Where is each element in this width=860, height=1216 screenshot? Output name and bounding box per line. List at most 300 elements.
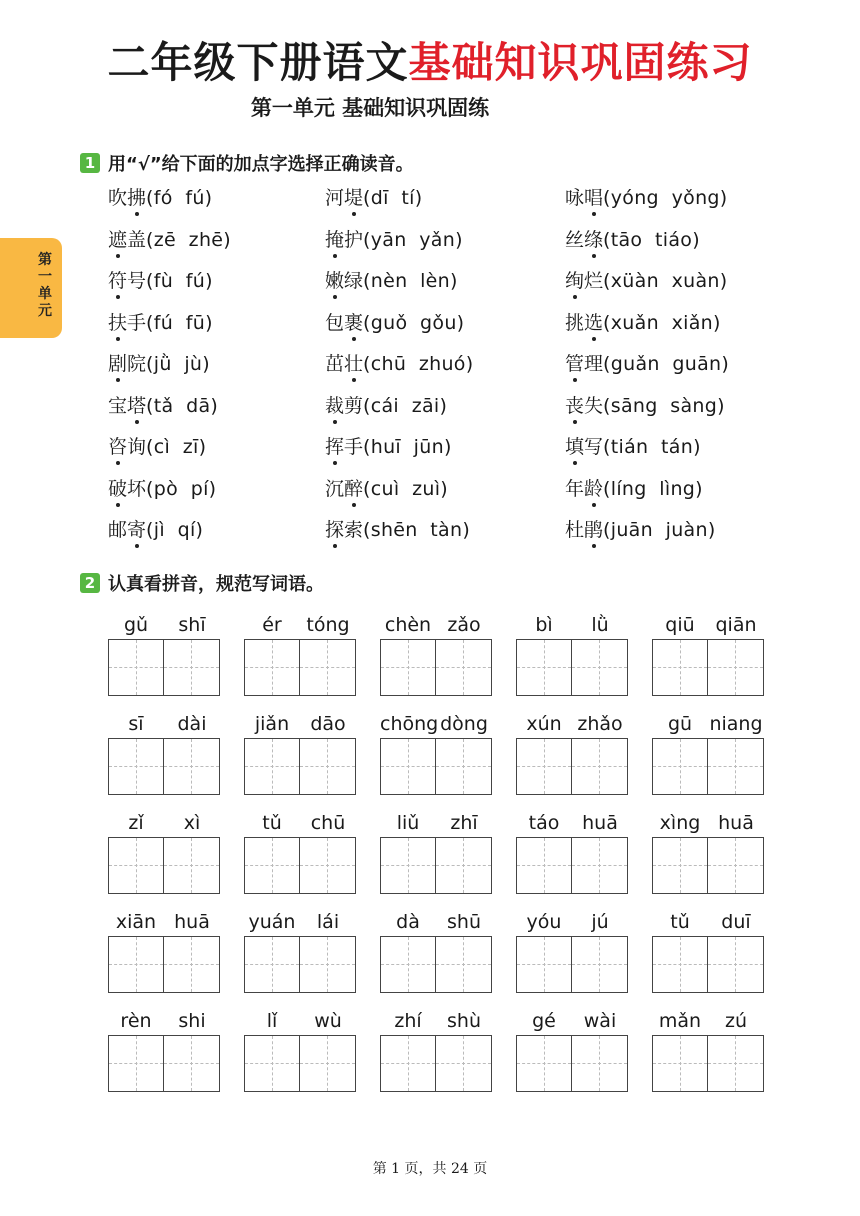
choice-word bbox=[565, 353, 603, 375]
pinyin-options[interactable]: (sāng sàng) bbox=[603, 394, 725, 417]
word-writing-cell bbox=[244, 810, 356, 893]
q1-instruction: 用“√”给下面的加点字选择正确读音。 bbox=[108, 154, 414, 175]
pinyin-syllable: chèn bbox=[384, 614, 432, 636]
word-suffix: 护 bbox=[344, 228, 364, 251]
pinyin-options[interactable]: (xuǎn xiǎn) bbox=[603, 311, 721, 334]
pinyin-syllable: dāo bbox=[310, 713, 346, 735]
word-suffix: 询 bbox=[127, 436, 147, 458]
tian-zi-ge-box[interactable] bbox=[652, 936, 708, 993]
pinyin-syllable: shī bbox=[178, 614, 206, 636]
pinyin-syllable: zhǎo bbox=[577, 713, 623, 735]
pinyin-syllable: ér bbox=[262, 614, 282, 636]
writing-boxes bbox=[380, 936, 492, 992]
dotted-character: 咨 bbox=[108, 436, 128, 458]
q2-writing-grid bbox=[108, 612, 860, 1091]
pinyin-choice-item bbox=[325, 352, 565, 376]
tian-zi-ge-box[interactable] bbox=[516, 639, 572, 696]
choice-word bbox=[108, 478, 146, 500]
pinyin-choice-item bbox=[108, 186, 325, 210]
choice-word bbox=[325, 312, 363, 334]
writing-boxes bbox=[380, 639, 492, 695]
choice-word bbox=[565, 312, 603, 334]
choice-word bbox=[325, 270, 363, 292]
word-writing-cell bbox=[516, 711, 628, 794]
pinyin-row bbox=[244, 810, 356, 836]
pinyin-choice-item bbox=[565, 435, 808, 459]
pinyin-options[interactable]: (guǎn guān) bbox=[603, 353, 730, 375]
tian-zi-ge-box[interactable] bbox=[164, 639, 220, 696]
choice-word bbox=[325, 229, 363, 251]
word-writing-cell bbox=[516, 1008, 628, 1091]
pinyin-syllable: shū bbox=[447, 911, 481, 933]
dotted-character: 绦 bbox=[584, 228, 604, 251]
word-writing-cell bbox=[244, 612, 356, 695]
tian-zi-ge-box[interactable] bbox=[436, 738, 492, 795]
pinyin-syllable: qiū bbox=[665, 614, 695, 636]
choice-word bbox=[565, 187, 603, 209]
pinyin-syllable: niang bbox=[709, 713, 763, 735]
tian-zi-ge-box[interactable] bbox=[652, 738, 708, 795]
dotted-character: 填 bbox=[565, 436, 585, 458]
pinyin-row bbox=[380, 909, 492, 935]
tian-zi-ge-box[interactable] bbox=[436, 639, 492, 696]
pinyin-choice-item bbox=[108, 352, 325, 376]
pinyin-options[interactable]: (líng lìng) bbox=[603, 477, 703, 500]
tian-zi-ge-box[interactable] bbox=[652, 639, 708, 696]
tian-zi-ge-box[interactable] bbox=[108, 738, 164, 795]
pinyin-options[interactable]: (juān juàn) bbox=[603, 519, 716, 541]
word-suffix: 手 bbox=[344, 436, 364, 458]
tian-zi-ge-box[interactable] bbox=[244, 639, 300, 696]
pinyin-choice-item bbox=[108, 394, 325, 418]
pinyin-row bbox=[652, 1008, 764, 1034]
page-subtitle: 第一单元 基础知识巩固练 bbox=[250, 96, 490, 120]
pinyin-options[interactable]: (yān yǎn) bbox=[363, 228, 463, 251]
writing-boxes bbox=[516, 1035, 628, 1091]
pinyin-syllable: chōng bbox=[380, 713, 439, 735]
word-prefix: 茁 bbox=[325, 353, 345, 375]
pinyin-syllable: zǐ bbox=[128, 812, 144, 834]
choice-word bbox=[565, 478, 603, 500]
word-suffix: 手 bbox=[127, 311, 147, 334]
pinyin-options[interactable]: (tián tán) bbox=[603, 436, 701, 458]
pinyin-options[interactable]: (zē zhē) bbox=[146, 228, 232, 251]
writing-boxes bbox=[244, 1035, 356, 1091]
pinyin-syllable: liǔ bbox=[396, 812, 420, 834]
tian-zi-ge-box[interactable] bbox=[572, 738, 628, 795]
pinyin-row bbox=[652, 810, 764, 836]
word-suffix: 剪 bbox=[344, 394, 364, 417]
tian-zi-ge-box[interactable] bbox=[380, 936, 436, 993]
pinyin-options[interactable]: (jì qí) bbox=[146, 519, 204, 541]
word-prefix: 沉 bbox=[325, 477, 345, 500]
tian-zi-ge-box[interactable] bbox=[516, 936, 572, 993]
writing-boxes bbox=[108, 738, 220, 794]
pinyin-syllable: wù bbox=[314, 1010, 342, 1032]
tian-zi-ge-box[interactable] bbox=[108, 837, 164, 894]
pinyin-choice-item bbox=[108, 311, 325, 335]
word-writing-cell bbox=[108, 909, 220, 992]
tian-zi-ge-box[interactable] bbox=[108, 639, 164, 696]
word-writing-cell bbox=[652, 810, 764, 893]
q2-heading bbox=[80, 570, 324, 596]
pinyin-syllable: táo bbox=[528, 812, 560, 834]
pinyin-row bbox=[244, 909, 356, 935]
writing-boxes bbox=[652, 936, 764, 992]
pinyin-options[interactable]: (fó fú) bbox=[146, 187, 213, 209]
pinyin-options[interactable]: (cuì zuì) bbox=[363, 477, 448, 500]
tian-zi-ge-box[interactable] bbox=[300, 738, 356, 795]
writing-boxes bbox=[652, 738, 764, 794]
writing-boxes bbox=[108, 1035, 220, 1091]
writing-boxes bbox=[380, 1035, 492, 1091]
word-writing-cell bbox=[652, 909, 764, 992]
pinyin-options[interactable]: (dī tí) bbox=[363, 187, 423, 209]
tian-zi-ge-box[interactable] bbox=[108, 936, 164, 993]
pinyin-syllable: qiān bbox=[715, 614, 757, 636]
tian-zi-ge-box[interactable] bbox=[164, 936, 220, 993]
page-footer: 第 1 页，共 24 页 bbox=[372, 1161, 488, 1177]
writing-boxes bbox=[244, 936, 356, 992]
tian-zi-ge-box[interactable] bbox=[164, 1035, 220, 1092]
tian-zi-ge-box[interactable] bbox=[244, 837, 300, 894]
word-prefix: 年 bbox=[565, 477, 585, 500]
tian-zi-ge-box[interactable] bbox=[380, 1035, 436, 1092]
pinyin-row bbox=[108, 612, 220, 638]
dotted-character: 嫩 bbox=[325, 270, 345, 292]
tian-zi-ge-box[interactable] bbox=[572, 1035, 628, 1092]
dotted-character: 拂 bbox=[127, 187, 147, 209]
writing-boxes bbox=[652, 639, 764, 695]
tian-zi-ge-box[interactable] bbox=[708, 936, 764, 993]
pinyin-syllable: tǔ bbox=[262, 812, 282, 834]
word-writing-cell bbox=[380, 1008, 492, 1091]
writing-boxes bbox=[108, 639, 220, 695]
tian-zi-ge-box[interactable] bbox=[380, 837, 436, 894]
writing-boxes bbox=[108, 936, 220, 992]
pinyin-row bbox=[516, 810, 628, 836]
tian-zi-ge-box[interactable] bbox=[244, 1035, 300, 1092]
pinyin-syllable: yóu bbox=[526, 911, 562, 933]
word-prefix: 挑 bbox=[565, 311, 585, 334]
pinyin-syllable: gǔ bbox=[123, 614, 149, 636]
writing-boxes bbox=[380, 837, 492, 893]
word-writing-cell bbox=[652, 612, 764, 695]
choice-word bbox=[325, 436, 363, 458]
pinyin-syllable: jú bbox=[591, 911, 609, 933]
choice-word bbox=[108, 270, 146, 292]
pinyin-syllable: chū bbox=[310, 812, 346, 834]
pinyin-syllable: huā bbox=[582, 812, 618, 834]
pinyin-options[interactable]: (pò pí) bbox=[146, 477, 217, 500]
pinyin-options[interactable]: (fù fú) bbox=[146, 270, 213, 292]
word-prefix: 吹 bbox=[108, 187, 128, 209]
pinyin-row bbox=[108, 909, 220, 935]
word-prefix: 河 bbox=[325, 187, 345, 209]
pinyin-syllable: dòng bbox=[440, 713, 488, 735]
tian-zi-ge-box[interactable] bbox=[708, 837, 764, 894]
tian-zi-ge-box[interactable] bbox=[380, 639, 436, 696]
pinyin-choice-item bbox=[565, 228, 808, 252]
tian-zi-ge-box[interactable] bbox=[652, 1035, 708, 1092]
pinyin-row bbox=[108, 810, 220, 836]
pinyin-options[interactable]: (fú fū) bbox=[146, 311, 213, 334]
title-part-1: 二年级下册语文 bbox=[107, 38, 409, 87]
dotted-character: 堤 bbox=[344, 187, 364, 209]
dotted-character: 丧 bbox=[565, 394, 585, 417]
pinyin-syllable: lǜ bbox=[591, 614, 609, 636]
tian-zi-ge-box[interactable] bbox=[572, 837, 628, 894]
pinyin-choice-item bbox=[565, 518, 808, 542]
pinyin-syllable: lái bbox=[316, 911, 340, 933]
dotted-character: 扶 bbox=[108, 311, 128, 334]
tian-zi-ge-box[interactable] bbox=[436, 936, 492, 993]
tian-zi-ge-box[interactable] bbox=[436, 1035, 492, 1092]
pinyin-syllable: mǎn bbox=[658, 1010, 702, 1032]
pinyin-syllable: gé bbox=[532, 1010, 556, 1032]
word-writing-cell bbox=[108, 612, 220, 695]
word-writing-cell bbox=[516, 612, 628, 695]
writing-boxes bbox=[652, 837, 764, 893]
pinyin-syllable: huā bbox=[174, 911, 210, 933]
dotted-character: 唱 bbox=[584, 187, 604, 209]
word-suffix: 索 bbox=[344, 519, 364, 541]
pinyin-choice-item bbox=[108, 477, 325, 501]
tian-zi-ge-box[interactable] bbox=[380, 738, 436, 795]
pinyin-syllable: sī bbox=[128, 713, 144, 735]
pinyin-options[interactable]: (cái zāi) bbox=[363, 394, 448, 417]
pinyin-options[interactable]: (yóng yǒng) bbox=[603, 187, 728, 209]
pinyin-syllable: dà bbox=[396, 911, 420, 933]
tian-zi-ge-box[interactable] bbox=[300, 837, 356, 894]
pinyin-row bbox=[108, 1008, 220, 1034]
choice-word bbox=[325, 519, 363, 541]
pinyin-choice-item bbox=[325, 311, 565, 335]
pinyin-row bbox=[652, 909, 764, 935]
pinyin-choice-item bbox=[108, 228, 325, 252]
pinyin-row bbox=[516, 909, 628, 935]
word-suffix: 绿 bbox=[344, 270, 364, 292]
pinyin-syllable: xìng bbox=[659, 812, 701, 834]
pinyin-options[interactable]: (xüàn xuàn) bbox=[603, 270, 728, 292]
word-writing-cell bbox=[652, 711, 764, 794]
tian-zi-ge-box[interactable] bbox=[516, 837, 572, 894]
choice-word bbox=[565, 270, 603, 292]
dotted-character: 裁 bbox=[325, 394, 345, 417]
word-suffix: 盖 bbox=[127, 228, 147, 251]
tian-zi-ge-box[interactable] bbox=[436, 837, 492, 894]
choice-word bbox=[108, 353, 146, 375]
pinyin-row bbox=[380, 1008, 492, 1034]
word-writing-cell bbox=[244, 1008, 356, 1091]
pinyin-options[interactable]: (guǒ gǒu) bbox=[363, 311, 465, 334]
pinyin-choice-item bbox=[565, 477, 808, 501]
dotted-character: 符 bbox=[108, 270, 128, 292]
q2-number-badge: 2 bbox=[80, 573, 100, 593]
pinyin-options[interactable]: (jǜ jù) bbox=[146, 353, 210, 375]
choice-word bbox=[565, 436, 603, 458]
pinyin-row bbox=[516, 711, 628, 737]
word-writing-cell bbox=[652, 1008, 764, 1091]
choice-word bbox=[108, 229, 146, 251]
choice-word bbox=[565, 519, 603, 541]
tian-zi-ge-box[interactable] bbox=[708, 1035, 764, 1092]
pinyin-options[interactable]: (tǎ dā) bbox=[146, 394, 219, 417]
word-writing-cell bbox=[516, 909, 628, 992]
tian-zi-ge-box[interactable] bbox=[164, 738, 220, 795]
choice-word bbox=[108, 436, 146, 458]
q1-number-badge: 1 bbox=[80, 153, 100, 173]
tian-zi-ge-box[interactable] bbox=[572, 639, 628, 696]
pinyin-syllable: yuán bbox=[248, 911, 296, 933]
pinyin-syllable: tóng bbox=[306, 614, 350, 636]
pinyin-syllable: duī bbox=[721, 911, 751, 933]
tian-zi-ge-box[interactable] bbox=[244, 738, 300, 795]
pinyin-row bbox=[108, 711, 220, 737]
pinyin-row bbox=[380, 711, 492, 737]
pinyin-syllable: jiǎn bbox=[254, 713, 290, 735]
pinyin-syllable: dài bbox=[177, 713, 207, 735]
dotted-character: 挥 bbox=[325, 436, 345, 458]
word-writing-cell bbox=[380, 711, 492, 794]
word-prefix: 宝 bbox=[108, 394, 128, 417]
pinyin-choice-item bbox=[565, 352, 808, 376]
unit-side-tab-label: 第一单元 bbox=[38, 252, 52, 319]
tian-zi-ge-box[interactable] bbox=[516, 1035, 572, 1092]
writing-boxes bbox=[244, 738, 356, 794]
writing-boxes bbox=[516, 837, 628, 893]
word-writing-cell bbox=[516, 810, 628, 893]
q1-pinyin-choice-grid bbox=[108, 186, 808, 542]
dotted-character: 鹃 bbox=[584, 519, 604, 541]
word-writing-cell bbox=[244, 909, 356, 992]
pinyin-row bbox=[244, 612, 356, 638]
pinyin-syllable: bì bbox=[535, 614, 553, 636]
choice-word bbox=[325, 478, 363, 500]
word-writing-cell bbox=[108, 810, 220, 893]
pinyin-choice-item bbox=[565, 269, 808, 293]
pinyin-row bbox=[244, 711, 356, 737]
word-writing-cell bbox=[380, 810, 492, 893]
dotted-character: 裹 bbox=[344, 311, 364, 334]
unit-side-tab bbox=[0, 238, 62, 338]
pinyin-syllable: xiān bbox=[115, 911, 157, 933]
writing-boxes bbox=[380, 738, 492, 794]
dotted-character: 剧 bbox=[108, 353, 128, 375]
pinyin-row bbox=[652, 612, 764, 638]
word-writing-cell bbox=[108, 711, 220, 794]
pinyin-choice-item bbox=[108, 518, 325, 542]
pinyin-syllable: zhī bbox=[450, 812, 478, 834]
pinyin-options[interactable]: (cì zī) bbox=[146, 436, 207, 458]
word-prefix: 杜 bbox=[565, 519, 585, 541]
tian-zi-ge-box[interactable] bbox=[708, 639, 764, 696]
tian-zi-ge-box[interactable] bbox=[244, 936, 300, 993]
pinyin-options[interactable]: (tāo tiáo) bbox=[603, 228, 700, 251]
tian-zi-ge-box[interactable] bbox=[108, 1035, 164, 1092]
pinyin-options[interactable]: (shēn tàn) bbox=[363, 519, 471, 541]
writing-boxes bbox=[108, 837, 220, 893]
page-title bbox=[0, 30, 860, 90]
pinyin-syllable: zú bbox=[724, 1010, 747, 1032]
dotted-character: 塔 bbox=[127, 394, 147, 417]
pinyin-syllable: zǎo bbox=[447, 614, 481, 636]
pinyin-options[interactable]: (nèn lèn) bbox=[363, 270, 458, 292]
writing-boxes bbox=[516, 639, 628, 695]
dotted-character: 遮 bbox=[108, 228, 128, 251]
q2-instruction: 认真看拼音，规范写词语。 bbox=[108, 574, 324, 595]
pinyin-syllable: huā bbox=[718, 812, 754, 834]
pinyin-choice-item bbox=[108, 435, 325, 459]
choice-word bbox=[325, 353, 363, 375]
writing-boxes bbox=[516, 738, 628, 794]
pinyin-syllable: zhí bbox=[394, 1010, 422, 1032]
word-suffix: 烂 bbox=[584, 270, 604, 292]
writing-boxes bbox=[244, 639, 356, 695]
choice-word bbox=[565, 395, 603, 417]
pinyin-options[interactable]: (chū zhuó) bbox=[363, 353, 474, 375]
pinyin-row bbox=[244, 1008, 356, 1034]
choice-word bbox=[108, 395, 146, 417]
title-part-2: 基础知识巩固练习 bbox=[408, 38, 753, 87]
word-writing-cell bbox=[380, 909, 492, 992]
q1-heading bbox=[80, 150, 414, 176]
pinyin-row bbox=[652, 711, 764, 737]
dotted-character: 壮 bbox=[344, 353, 364, 375]
pinyin-choice-item bbox=[565, 186, 808, 210]
pinyin-syllable: xún bbox=[526, 713, 562, 735]
pinyin-choice-item bbox=[565, 311, 808, 335]
word-suffix: 理 bbox=[584, 353, 604, 375]
tian-zi-ge-box[interactable] bbox=[708, 738, 764, 795]
choice-word bbox=[108, 187, 146, 209]
pinyin-row bbox=[380, 612, 492, 638]
tian-zi-ge-box[interactable] bbox=[164, 837, 220, 894]
pinyin-choice-item bbox=[325, 228, 565, 252]
tian-zi-ge-box[interactable] bbox=[572, 936, 628, 993]
dotted-character: 绚 bbox=[565, 270, 585, 292]
tian-zi-ge-box[interactable] bbox=[652, 837, 708, 894]
pinyin-choice-item bbox=[325, 518, 565, 542]
choice-word bbox=[565, 229, 603, 251]
tian-zi-ge-box[interactable] bbox=[300, 936, 356, 993]
tian-zi-ge-box[interactable] bbox=[300, 639, 356, 696]
word-suffix: 失 bbox=[584, 394, 604, 417]
pinyin-syllable: shù bbox=[447, 1010, 481, 1032]
dotted-character: 掩 bbox=[325, 228, 345, 251]
pinyin-choice-item bbox=[325, 477, 565, 501]
pinyin-syllable: xì bbox=[183, 812, 201, 834]
pinyin-row bbox=[516, 1008, 628, 1034]
writing-boxes bbox=[652, 1035, 764, 1091]
word-prefix: 咏 bbox=[565, 187, 585, 209]
pinyin-options[interactable]: (huī jūn) bbox=[363, 436, 452, 458]
pinyin-row bbox=[516, 612, 628, 638]
word-prefix: 包 bbox=[325, 311, 345, 334]
word-prefix: 丝 bbox=[565, 228, 585, 251]
tian-zi-ge-box[interactable] bbox=[516, 738, 572, 795]
tian-zi-ge-box[interactable] bbox=[300, 1035, 356, 1092]
pinyin-choice-item bbox=[325, 394, 565, 418]
pinyin-syllable: shi bbox=[178, 1010, 206, 1032]
dotted-character: 寄 bbox=[127, 519, 147, 541]
pinyin-syllable: tǔ bbox=[670, 911, 690, 933]
pinyin-syllable: wài bbox=[583, 1010, 617, 1032]
choice-word bbox=[108, 519, 146, 541]
pinyin-row bbox=[380, 810, 492, 836]
pinyin-syllable: rèn bbox=[120, 1010, 152, 1032]
pinyin-choice-item bbox=[565, 394, 808, 418]
